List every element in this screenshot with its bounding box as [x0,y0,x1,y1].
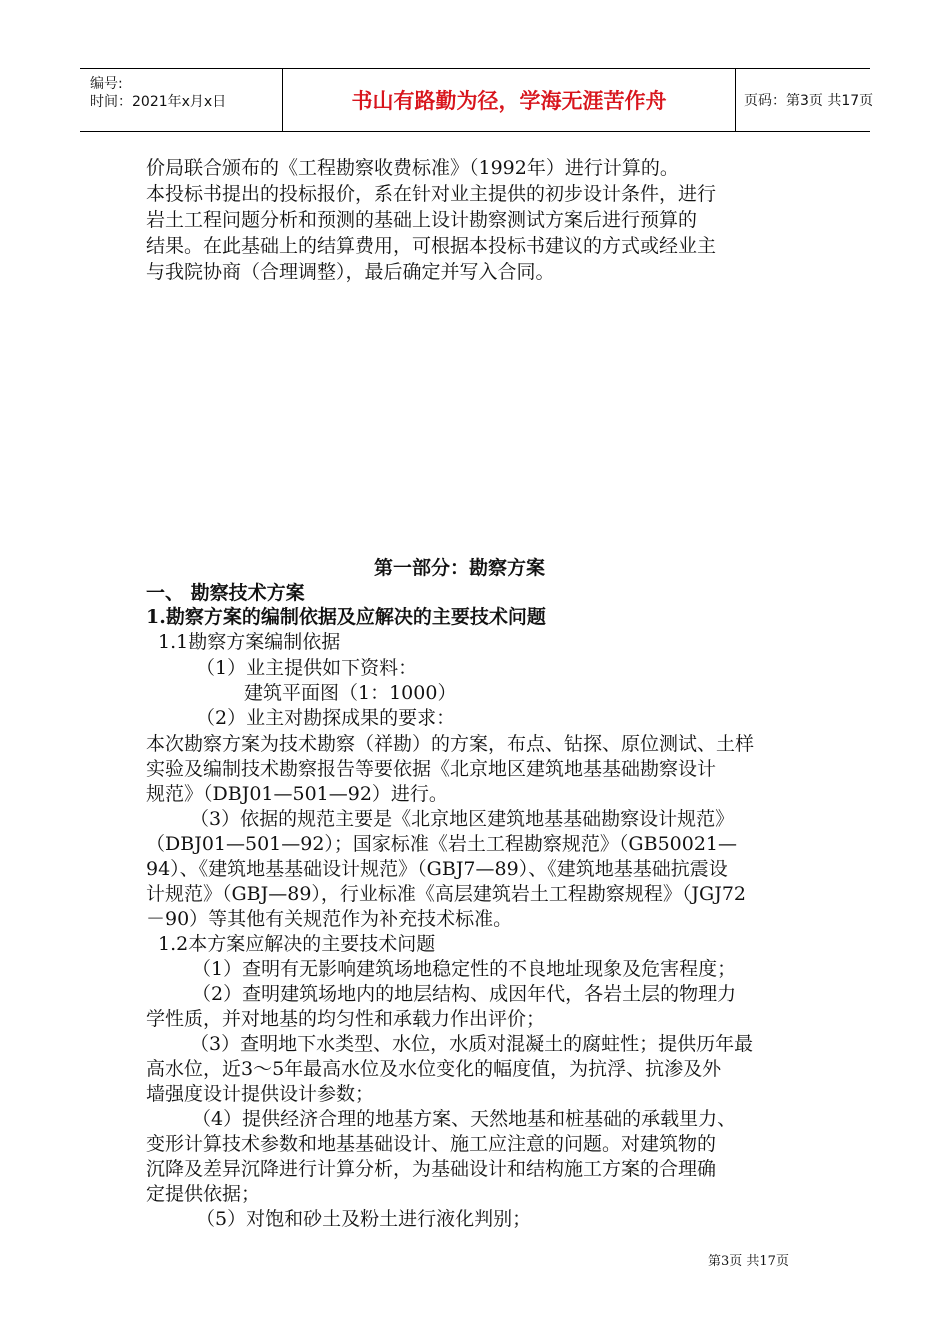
body-line: 沉降及差异沉降进行计算分析，为基础设计和结构施工方案的合理确 [146,1158,717,1180]
body-line: 建筑平面图（1：1000） [244,682,457,704]
body-line: （2）查明建筑场地内的地层结构、成因年代，各岩土层的物理力 [192,983,737,1005]
body-line: （3）查明地下水类型、水位，水质对混凝土的腐蛀性；提供历年最 [190,1033,754,1055]
date-label: 时间：2021年x月x日 [90,94,227,110]
intro-line: 本投标书提出的投标报价，系在针对业主提供的初步设计条件，进行 [146,183,717,205]
intro-line: 岩土工程问题分析和预测的基础上设计勘察测试方案后进行预算的 [146,209,698,231]
body-line: （3）依据的规范主要是《北京地区建筑地基基础勘察设计规范》 [190,808,735,830]
body-line: （2）业主对勘探成果的要求： [196,707,456,729]
intro-line: 结果。在此基础上的结算费用，可根据本投标书建议的方式或经业主 [146,235,717,257]
motto: 书山有路勤为径，学海无涯苦作舟 [282,69,736,131]
header-left-cell [80,69,280,131]
body-line: （1）业主提供如下资料： [196,657,418,679]
page-number-label: 页码：第3页 共17页 [744,93,874,109]
doc-number-label: 编号: [90,76,123,92]
body-line: （5）对饱和砂土及粉土进行液化判别； [196,1208,532,1230]
body-line: 1.1勘察方案编制依据 [158,631,341,653]
body-line: （DBJ01—501—92）；国家标准《岩土工程勘察规范》（GB50021— [146,833,738,855]
body-line: 学性质，并对地基的均匀性和承载力作出评价； [146,1008,546,1030]
body-line: （1）查明有无影响建筑场地稳定性的不良地址现象及危害程度； [192,958,737,980]
body-line: 定提供依据； [146,1183,261,1205]
body-line: 本次勘察方案为技术勘察（祥勘）的方案，布点、钻探、原位测试、土样 [146,733,755,755]
part-title: 第一部分：勘察方案 [374,557,546,579]
page-footer: 第3页 共17页 [708,1254,789,1269]
body-line: 规范》（DBJ01—501—92）进行。 [146,783,448,805]
body-line: －90）等其他有关规范作为补充技术标准。 [146,908,513,930]
page-header [80,68,874,132]
body-line: 墙强度设计提供设计参数； [146,1083,375,1105]
body-line: 高水位，近3～5年最高水位及水位变化的幅度值，为抗浮、抗渗及外 [146,1058,722,1080]
section-title: 一、 勘察技术方案 [146,582,305,604]
body-line: 实验及编制技术勘察报告等要依据《北京地区建筑地基基础勘察设计 [146,758,717,780]
body-line: 计规范》（GBJ—89），行业标准《高层建筑岩土工程勘察规程》（JGJ72 [146,883,747,905]
intro-line: 与我院协商（合理调整），最后确定并写入合同。 [146,261,555,283]
section-heading: 1.勘察方案的编制依据及应解决的主要技术问题 [146,606,546,628]
intro-line: 价局联合颁布的《工程勘察收费标准》（1992年）进行计算的。 [146,157,679,179]
body-line: 94）、《建筑地基基础设计规范》（GBJ7—89）、《建筑地基基础抗震设 [146,858,728,880]
body-line: 1.2本方案应解决的主要技术问题 [158,933,436,955]
body-line: 变形计算技术参数和地基基础设计、施工应注意的问题。对建筑物的 [146,1133,717,1155]
body-line: （4）提供经济合理的地基方案、天然地基和桩基础的承载里力、 [192,1108,737,1130]
